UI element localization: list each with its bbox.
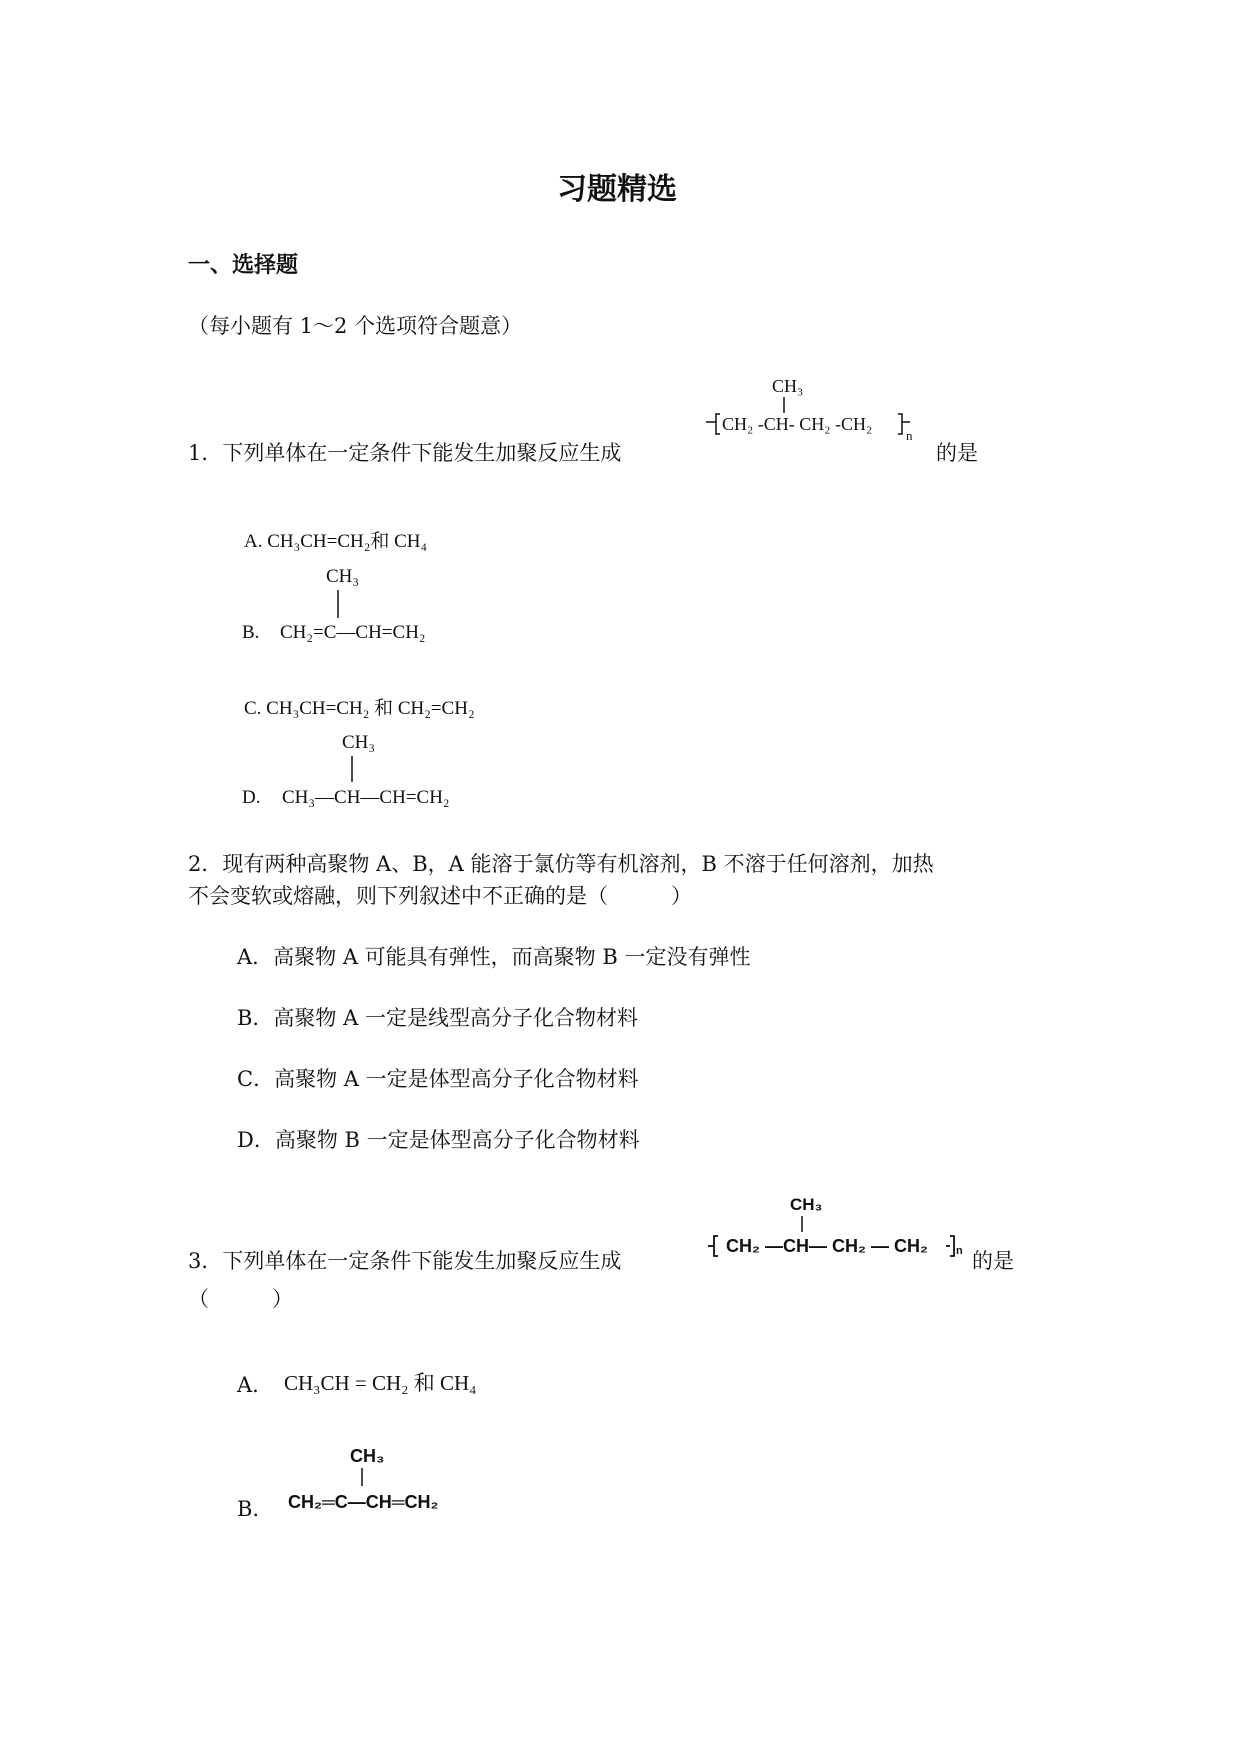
q1-option-b-chain: CH₂=C—CH=CH₂: [280, 622, 426, 643]
q3-polymer-structure: [708, 1188, 972, 1268]
q1-option-d: [242, 726, 502, 812]
q1-option-a: A. CH₃CH=CH₂和 CH₄: [244, 531, 428, 552]
q2-stem-line2: 不会变软或熔融，则下列叙述中不正确的是（ ）: [188, 884, 692, 908]
q3-stem-prefix: 3．下列单体在一定条件下能发生加聚反应生成: [188, 1249, 622, 1273]
q3-polymer-top: CH₃: [790, 1195, 823, 1214]
page-title: 习题精选: [557, 172, 677, 207]
q3-polymer-chain: CH₂ —CH— CH₂ — CH₂: [726, 1236, 928, 1256]
q3-option-a-formula: CH₃CH = CH₂ 和 CH₄: [284, 1371, 477, 1395]
q1-option-d-top: CH₃: [342, 732, 376, 753]
q2-option-c: C．高聚物 A 一定是体型高分子化合物材料: [237, 1067, 639, 1091]
q1-polymer-structure: [706, 372, 926, 452]
q1-option-d-letter: D.: [242, 787, 261, 808]
q1-polymer-top: CH₃: [772, 376, 804, 396]
instruction-text: （每小题有 1～2 个选项符合题意）: [188, 314, 523, 338]
q1-option-b-letter: B.: [242, 622, 260, 643]
q3-option-b-letter: B.: [237, 1497, 260, 1521]
q3-option-b: [284, 1440, 514, 1520]
q1-option-b: [242, 560, 502, 646]
q3-polymer-sub: n: [956, 1245, 963, 1257]
q3-stem-line2: （ ）: [188, 1287, 293, 1311]
q3-option-b-chain: CH₂═C—CH═CH₂: [288, 1492, 439, 1512]
q2-stem-line1: 2．现有两种高聚物 A、B，A 能溶于氯仿等有机溶剂，B 不溶于任何溶剂，加热: [188, 852, 934, 876]
q2-option-d: D．高聚物 B 一定是体型高分子化合物材料: [237, 1128, 640, 1152]
q2-option-a: A．高聚物 A 可能具有弹性，而高聚物 B 一定没有弹性: [237, 945, 751, 969]
q2-option-b: B．高聚物 A 一定是线型高分子化合物材料: [237, 1006, 638, 1030]
q3-stem-suffix: 的是: [972, 1249, 1014, 1273]
q1-option-c: C. CH₃CH=CH₂ 和 CH₂=CH₂: [244, 698, 475, 719]
q1-polymer-sub: n: [906, 428, 913, 443]
q1-option-d-chain: CH₃—CH—CH=CH₂: [282, 787, 450, 808]
q3-option-b-top: CH₃: [350, 1446, 385, 1466]
q1-option-b-top: CH₃: [326, 566, 360, 587]
q1-stem-suffix: 的是: [936, 441, 978, 465]
q3-option-a-letter: A.: [237, 1373, 259, 1397]
section-heading: 一、选择题: [188, 253, 299, 278]
q1-stem-prefix: 1．下列单体在一定条件下能发生加聚反应生成: [188, 441, 622, 465]
q1-polymer-chain: CH₂ -CH- CH₂ -CH₂: [722, 414, 873, 434]
